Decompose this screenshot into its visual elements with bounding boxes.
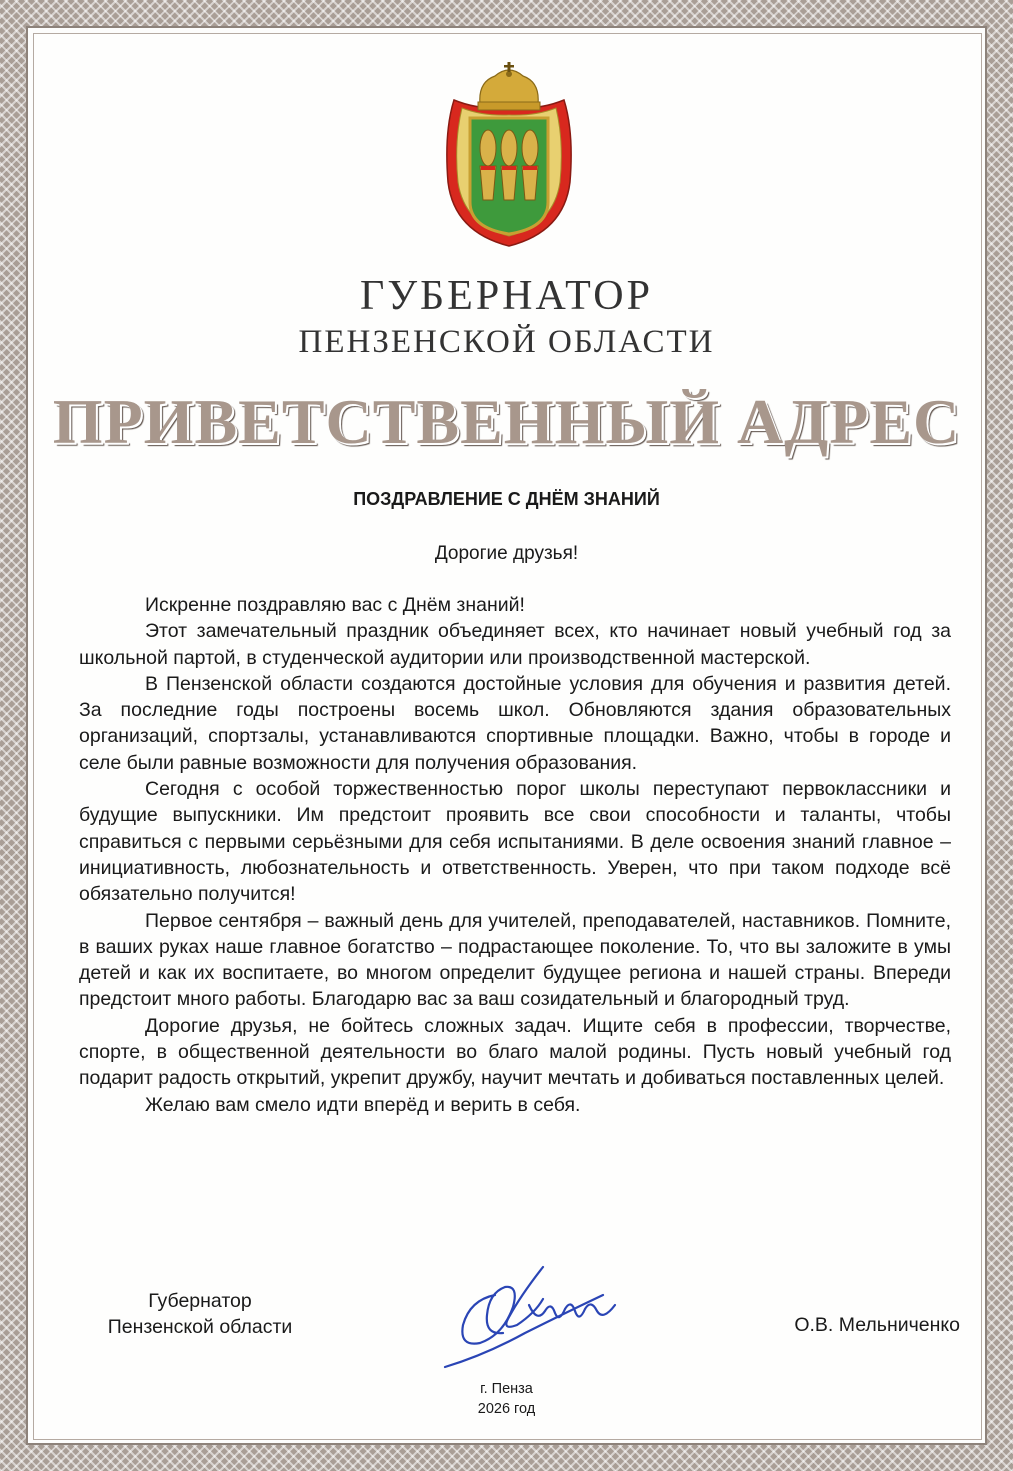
paragraph: Первое сентября – важный день для учителей, преподавателей, наставников. Помните, в ваших руках наше главное богатство – подрастающее поколение. То, что вы заложите в умы детей и как их воспитаете, во многом определит будущее региона и нашей страны. Впереди предстоит много работы. Благодарю вас за ваш созидательный и благородный труд. — [79, 909, 951, 1011]
paragraph: Дорогие друзья, не бойтесь сложных задач. Ищите себя в профессии, творчестве, спорте, в общественной деятельности во благо малой родины. Пусть новый учебный год подарит радость открытий, укрепит дружбу, научит мечтать и добиваться поставленных целей. — [79, 1014, 951, 1090]
letter-greeting: Дорогие друзья! — [434, 543, 579, 564]
letter-subtitle: ПОЗДРАВЛЕНИЕ С ДНЁМ ЗНАНИЙ — [353, 489, 660, 509]
paragraph: Искренне поздравляю вас с Днём знаний! — [145, 594, 525, 616]
letter-body — [79, 592, 951, 1118]
city: г. Пенза — [480, 1381, 533, 1397]
title-governor: ГУБЕРНАТОР — [360, 273, 653, 319]
signatory-position — [70, 1288, 330, 1340]
signatory-name: О.В. Мельниченко — [794, 1314, 960, 1336]
paragraph: Сегодня с особой торжественностью порог школы переступают первоклассники и будущие выпускники. Им предстоит проявить все свои способности и таланты, чтобы справиться с первыми серьёзными для себя испытаниями. В деле освоения знаний главное – инициативность, любознательность и ответственность. Уверен, что при таком подходе всё обязательно получится! — [79, 778, 951, 906]
title-region: ПЕНЗЕНСКОЙ ОБЛАСТИ — [298, 324, 715, 360]
handwritten-signature-icon — [425, 1255, 625, 1380]
document-type-heading: ПРИВЕТСТВЕННЫЙ АДРЕС — [52, 386, 961, 457]
place-and-date — [0, 1379, 1013, 1419]
paragraph: Желаю вам смело идти вперёд и верить в себя. — [145, 1093, 581, 1116]
year: 2026 год — [477, 1401, 536, 1417]
paragraph: В Пензенской области создаются достойные условия для обучения и развития детей. За последние годы построены восемь школ. Обновляются здания образовательных организаций, спортзалы, устанавливаются спортивные площадки. Важно, чтобы в городе и селе были равные возможности для получения образования. — [79, 672, 951, 774]
position-line: Губернатор — [148, 1290, 252, 1312]
penza-coat-of-arms-icon — [440, 62, 578, 248]
paragraph: Этот замечательный праздник объединяет всех, кто начинает новый учебный год за школьной партой, в студенческой аудитории или производственной мастерской. — [79, 620, 951, 669]
position-line: Пензенской области — [107, 1316, 293, 1338]
